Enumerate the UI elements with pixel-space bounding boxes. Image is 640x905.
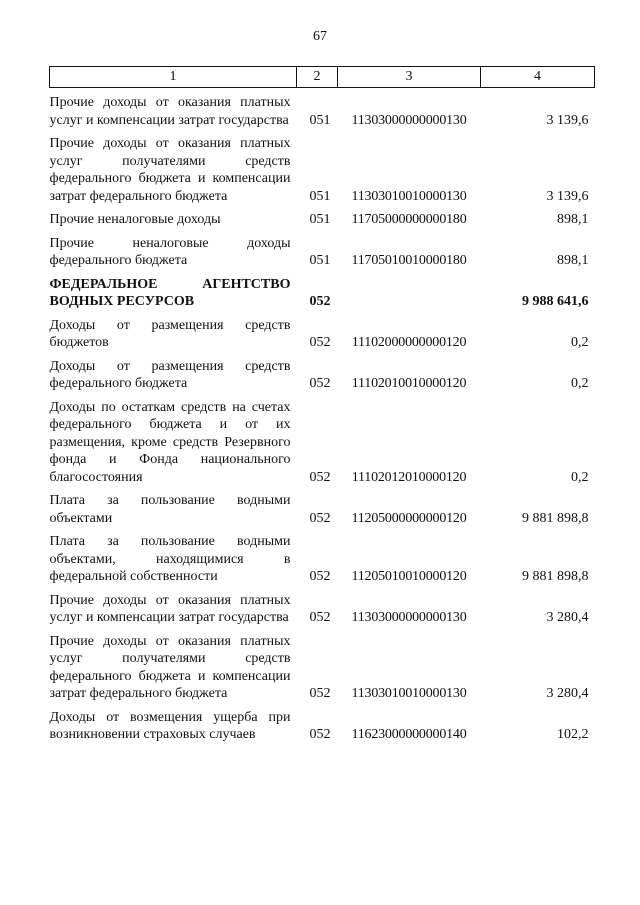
budget-class-code: 11303010010000130 — [351, 686, 467, 701]
income-name: Доходы от возмещения ущерба при возникновении страховых случаев — [49, 709, 291, 742]
amount: 9 881 898,8 — [522, 510, 589, 526]
budget-class-code: 11205010010000120 — [351, 569, 467, 584]
budget-class-code: 11623000000000140 — [351, 727, 467, 742]
amount: 3 280,4 — [546, 686, 589, 701]
table-row — [50, 586, 595, 627]
income-name: Доходы от размещения средств бюджетов — [49, 317, 291, 350]
income-name: Прочие доходы от оказания платных услуг получателями средств федерального бюджета и компенсации затрат федерального бюджета — [49, 633, 291, 701]
table-row — [50, 627, 595, 703]
admin-code: 052 — [309, 510, 331, 526]
header-col-3: 3 — [338, 67, 481, 88]
income-name: Прочие неналоговые доходы — [49, 212, 221, 227]
income-name: Доходы от размещения средств федерального бюджета — [49, 358, 291, 391]
table-row — [50, 88, 595, 130]
table-row — [50, 486, 595, 527]
amount: 0,2 — [571, 469, 589, 485]
amount: 0,2 — [571, 376, 589, 391]
amount: 9 881 898,8 — [522, 569, 589, 584]
table-row — [50, 703, 595, 744]
amount: 102,2 — [557, 727, 589, 742]
amount: 0,2 — [571, 335, 589, 350]
budget-class-code: 11303000000000130 — [351, 112, 467, 128]
amount: 3 139,6 — [546, 112, 589, 128]
budget-class-code: 11205000000000120 — [351, 510, 467, 526]
income-name: Прочие доходы от оказания платных услуг и компенсации затрат государства — [49, 95, 291, 128]
admin-code: 051 — [309, 112, 331, 128]
budget-class-code — [338, 270, 481, 311]
header-col-2: 2 — [297, 67, 338, 88]
agency-total-amount: 9 988 641,6 — [522, 294, 589, 309]
table-row — [50, 393, 595, 487]
admin-code: 052 — [309, 686, 331, 701]
income-name: Плата за пользование водными объектами — [49, 493, 291, 526]
table-row — [50, 352, 595, 393]
budget-class-code: 11705000000000180 — [351, 212, 467, 227]
income-name: Прочие доходы от оказания платных услуг получателями средств федерального бюджета и компенсации затрат федерального бюджета — [49, 136, 291, 204]
admin-code: 051 — [309, 188, 331, 204]
table-row — [50, 205, 595, 229]
income-name: Прочие неналоговые доходы федерального бюджета — [49, 235, 291, 268]
budget-class-code: 11102010010000120 — [351, 376, 467, 391]
budget-class-code: 11102000000000120 — [351, 335, 467, 350]
budget-class-code: 11705010010000180 — [351, 253, 467, 268]
admin-code: 052 — [309, 294, 331, 309]
admin-code: 052 — [309, 469, 331, 485]
admin-code: 051 — [309, 253, 331, 268]
amount: 3 280,4 — [546, 610, 589, 625]
agency-total-row — [50, 270, 595, 311]
revenue-table — [49, 66, 595, 744]
income-name: Доходы по остаткам средств на счетах федерального бюджета и от их размещения, кроме средств Резервного фонда и Фонда национального благосостояния — [49, 399, 291, 485]
admin-code: 052 — [309, 610, 331, 625]
admin-code: 051 — [309, 212, 331, 227]
agency-name: ФЕДЕРАЛЬНОЕ АГЕНТСТВО ВОДНЫХ РЕСУРСОВ — [49, 276, 291, 309]
page-number: 67 — [313, 29, 327, 44]
admin-code: 052 — [309, 727, 331, 742]
amount: 3 139,6 — [546, 188, 589, 204]
table-row — [50, 311, 595, 352]
income-name: Плата за пользование водными объектами, находящимися в федеральной собственности — [49, 534, 291, 584]
budget-class-code: 11303010010000130 — [351, 188, 467, 204]
amount: 898,1 — [557, 253, 589, 268]
table-header-row — [50, 67, 595, 88]
table-row — [50, 527, 595, 586]
table-row — [50, 129, 595, 205]
table-row — [50, 229, 595, 270]
budget-class-code: 11303000000000130 — [351, 610, 467, 625]
admin-code: 052 — [309, 569, 331, 584]
header-col-1: 1 — [50, 67, 297, 88]
admin-code: 052 — [309, 376, 331, 391]
budget-class-code: 11102012010000120 — [351, 469, 467, 485]
admin-code: 052 — [309, 335, 331, 350]
income-name: Прочие доходы от оказания платных услуг и компенсации затрат государства — [49, 592, 291, 625]
amount: 898,1 — [557, 212, 589, 227]
header-col-4: 4 — [481, 67, 595, 88]
